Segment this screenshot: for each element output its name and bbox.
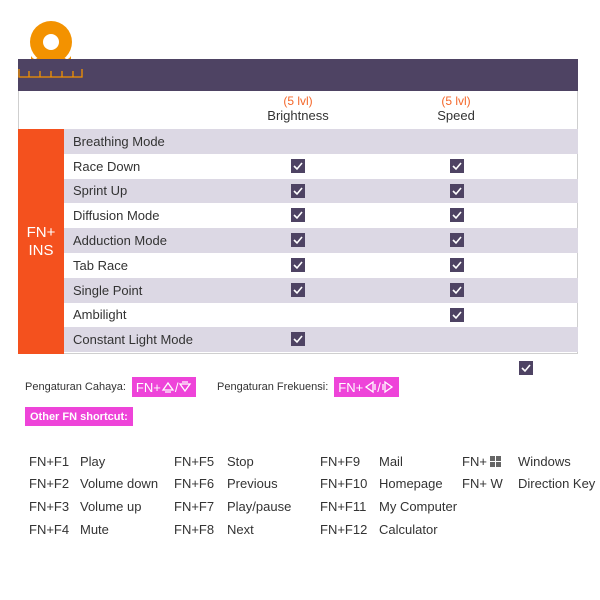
shortcut-action: My Computer	[379, 498, 458, 514]
brightness-check-icon	[291, 258, 305, 272]
shortcut-key: FN+F6	[174, 476, 215, 492]
speed-check-icon	[450, 308, 464, 322]
frequency-setting	[217, 377, 399, 397]
list-item	[29, 495, 158, 518]
shortcut-action: Direction Key	[518, 476, 596, 492]
left-arrow-icon	[363, 380, 377, 394]
brightness-check-icon	[291, 233, 305, 247]
column-header-brightness	[228, 94, 368, 124]
brightness-combo	[132, 377, 197, 397]
table-row	[64, 154, 578, 179]
shortcut-action: Mail	[379, 453, 403, 469]
fn-key-line1: FN+	[26, 223, 56, 241]
table-header-band	[18, 59, 578, 91]
list-item	[174, 473, 291, 496]
list-item	[320, 450, 457, 473]
list-item	[29, 518, 158, 541]
shortcut-key: FN+F9	[320, 453, 361, 469]
brightness-title: Brightness	[267, 108, 329, 123]
fn-key-line2: INS	[28, 241, 54, 259]
speed-check-icon	[450, 159, 464, 173]
shortcut-column-3	[320, 450, 457, 540]
mode-name: Adduction Mode	[73, 233, 167, 249]
mode-name: Diffusion Mode	[73, 208, 160, 224]
list-item	[174, 495, 291, 518]
mode-name: Tab Race	[73, 257, 128, 273]
shortcut-key: FN+F8	[174, 521, 215, 537]
speed-title: Speed	[437, 108, 475, 123]
frequency-setting-label: Pengaturan Frekuensi:	[217, 381, 329, 393]
brightness-check-icon	[291, 159, 305, 173]
speed-check-icon	[450, 208, 464, 222]
shortcut-action: Volume up	[80, 498, 142, 514]
shortcut-key: FN+F11	[320, 498, 367, 514]
shortcut-action: Homepage	[379, 476, 443, 492]
mode-name: Ambilight	[73, 307, 127, 323]
speed-level: (5 lvl)	[441, 94, 471, 108]
other-fn-shortcut-label: Other FN shortcut:	[25, 407, 133, 426]
fn-ins-key-cell	[18, 129, 64, 354]
shortcut-action: Stop	[227, 453, 254, 469]
mode-name: Breathing Mode	[73, 133, 165, 149]
mode-name: Sprint Up	[73, 183, 128, 199]
frequency-combo	[334, 377, 399, 397]
shortcut-key: FN+F3	[29, 498, 70, 514]
list-item	[29, 450, 158, 473]
speed-check-icon	[450, 258, 464, 272]
shortcut-key: FN+ W	[462, 476, 503, 492]
list-item	[462, 450, 595, 473]
speed-check-icon	[450, 283, 464, 297]
shortcut-column-1	[29, 450, 158, 540]
brightness-setting-label: Pengaturan Cahaya:	[25, 381, 126, 393]
list-item	[462, 473, 595, 496]
shortcut-action: Windows	[518, 453, 571, 469]
shortcut-action: Next	[227, 521, 254, 537]
shortcut-action: Volume down	[80, 476, 159, 492]
table-row	[64, 179, 578, 204]
brightness-check-icon	[291, 208, 305, 222]
check-icon	[519, 361, 533, 375]
mode-name: Race Down	[73, 158, 141, 174]
brightness-setting	[25, 377, 196, 397]
shortcut-key: FN+F10	[320, 476, 368, 492]
brightness-level: (5 lvl)	[283, 94, 313, 108]
table-row	[64, 303, 578, 328]
shortcut-action: Play/pause	[227, 498, 292, 514]
brightness-check-icon	[291, 184, 305, 198]
shortcut-key: FN+F5	[174, 453, 215, 469]
brightness-separator: /	[174, 379, 179, 395]
table-row	[64, 129, 578, 154]
shortcut-key: FN+F12	[320, 521, 368, 537]
frequency-separator: /	[377, 379, 381, 395]
right-arrow-icon	[381, 380, 395, 394]
column-header-speed	[386, 94, 526, 124]
down-arrow-icon	[178, 380, 192, 394]
brightness-check-icon	[291, 283, 305, 297]
shortcut-action: Previous	[227, 476, 278, 492]
list-item	[320, 473, 457, 496]
shortcut-column-2	[174, 450, 291, 540]
list-item	[320, 495, 457, 518]
shortcut-action: Play	[80, 453, 106, 469]
shortcut-key: FN+F1	[29, 453, 70, 469]
shortcut-action: Mute	[80, 521, 109, 537]
table-row	[64, 327, 578, 352]
speed-check-icon	[450, 233, 464, 247]
brightness-check-icon	[291, 332, 305, 346]
mode-rows	[64, 129, 578, 352]
table-row	[64, 278, 578, 303]
table-row	[64, 253, 578, 278]
speed-check-icon	[450, 184, 464, 198]
mode-name: Constant Light Mode	[73, 332, 193, 348]
frequency-combo-key: FN+	[338, 379, 364, 395]
mode-name: Single Point	[73, 282, 143, 298]
shortcut-key: FN+F2	[29, 476, 70, 492]
shortcut-key-windows	[462, 454, 518, 469]
wave-decoration-icon	[18, 63, 84, 79]
shortcut-key: FN+F7	[174, 498, 215, 514]
list-item	[320, 518, 457, 541]
list-item	[174, 518, 291, 541]
shortcut-action: Calculator	[379, 521, 438, 537]
windows-icon	[490, 456, 501, 467]
shortcut-key: FN+F4	[29, 521, 70, 537]
up-arrow-icon	[161, 380, 175, 394]
shortcut-column-4	[462, 450, 595, 495]
list-item	[29, 473, 158, 496]
list-item	[174, 450, 291, 473]
table-row	[64, 203, 578, 228]
shortcut-key: FN+	[462, 453, 487, 469]
table-row	[64, 228, 578, 253]
brightness-combo-key: FN+	[135, 379, 161, 395]
